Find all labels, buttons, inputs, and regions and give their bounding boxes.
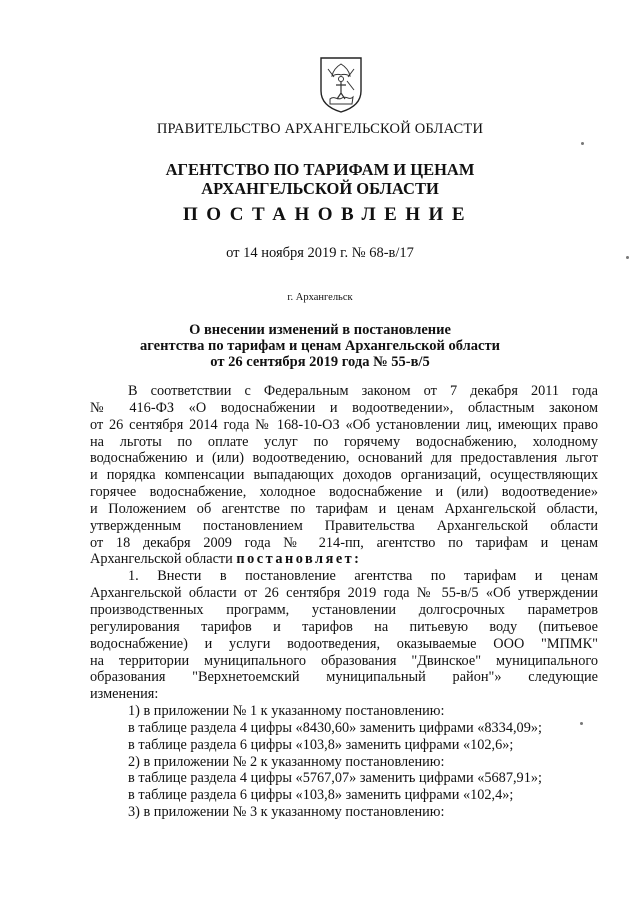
amendment-list [90, 703, 598, 821]
list-item: 1) в приложении № 1 к указанному постановлению: [128, 703, 445, 720]
text-line: В соответствии с Федеральным законом от 7 декабря 2011 года [128, 383, 598, 399]
text-line: на льготы по оплате услуг по горячему водоснабжению, холодному [90, 433, 598, 450]
agency-name-line2: АРХАНГЕЛЬСКОЙ ОБЛАСТИ [201, 179, 439, 198]
text-line-prefix: Архангельской области [90, 551, 237, 568]
scan-speck [580, 722, 583, 725]
text-line: горячее водоснабжение, холодное водоснабжение и (или) водоотведение» [90, 484, 598, 501]
text-line: и порядка компенсации выпадающих доходов организаций, осуществляющих [90, 467, 598, 484]
government-name: ПРАВИТЕЛЬСТВО АРХАНГЕЛЬСКОЙ ОБЛАСТИ [156, 121, 484, 137]
text-line: от 18 декабря 2009 года № 214-пп, агентство по тарифам и ценам [90, 534, 598, 551]
agency-name-line1: АГЕНТСТВО ПО ТАРИФАМ И ЦЕНАМ [165, 160, 475, 179]
text-line: Архангельской области от 26 сентября 2019 года № 55-в/5 «Об утверждении [90, 585, 598, 602]
paragraph-preamble [90, 383, 598, 568]
text-line: № 416-ФЗ «О водоснабжении и водоотведении», областным законом [90, 399, 598, 416]
list-item: 2) в приложении № 2 к указанному постановлению: [128, 753, 445, 770]
text-line: производственных программ, установлении долгосрочных параметров [90, 601, 598, 618]
text-line: водоснабжение) и услуги водоотведения, оказываемые ООО "МПМК" [90, 635, 598, 652]
list-item: в таблице раздела 6 цифры «103,8» заменить цифрами «102,6»; [128, 736, 514, 753]
document-date-number: от 14 ноября 2019 г. № 68-в/17 [226, 245, 414, 261]
text-line: образования "Верхнетоемский муниципальный район"» следующие [90, 669, 598, 686]
agency-name [0, 160, 640, 198]
text-line: от 26 сентября 2014 года № 168-10-ОЗ «Об установлении лиц, имеющих право [90, 416, 598, 433]
text-line: и Положением об агентстве по тарифам и ценам Архангельской области, [90, 500, 598, 517]
document-type: ПОСТАНОВЛЕНИЕ [182, 204, 474, 225]
text-line: 1. Внести в постановление агентства по тарифам и ценам [128, 568, 598, 585]
text-line: изменения: [90, 686, 159, 703]
document-city: г. Архангельск [287, 292, 353, 303]
subject-line3: от 26 сентября 2019 года № 55-в/5 [210, 354, 430, 370]
scan-speck [581, 142, 584, 145]
text-line: регулирования тарифов и тарифов на питьевую воду (питьевое [90, 618, 598, 635]
scan-speck [626, 256, 629, 259]
text-line: водоснабжению и (или) водоотведению, оснований для предоставления льгот [90, 450, 598, 467]
list-item: в таблице раздела 4 цифры «5767,07» заменить цифрами «5687,91»; [128, 770, 542, 787]
document-body [90, 383, 598, 821]
list-item: в таблице раздела 6 цифры «103,8» заменить цифрами «102,4»; [128, 787, 514, 804]
subject-line2: агентства по тарифам и ценам Архангельской области [140, 338, 500, 354]
subject-line1: О внесении изменений в постановление [189, 322, 451, 338]
text-line: на территории муниципального образования "Двинское" муниципального [90, 652, 598, 669]
list-item: 3) в приложении № 3 к указанному постановлению: [128, 804, 445, 821]
paragraph-clause-1 [90, 568, 598, 703]
text-line [90, 551, 598, 568]
document-subject [0, 322, 640, 370]
text-line: утвержденным постановлением Правительства Архангельской области [90, 517, 598, 534]
resolution-keyword: постановляет: [236, 551, 362, 568]
list-item: в таблице раздела 4 цифры «8430,60» заменить цифрами «8334,09»; [128, 719, 542, 736]
coat-of-arms-emblem [318, 55, 364, 113]
